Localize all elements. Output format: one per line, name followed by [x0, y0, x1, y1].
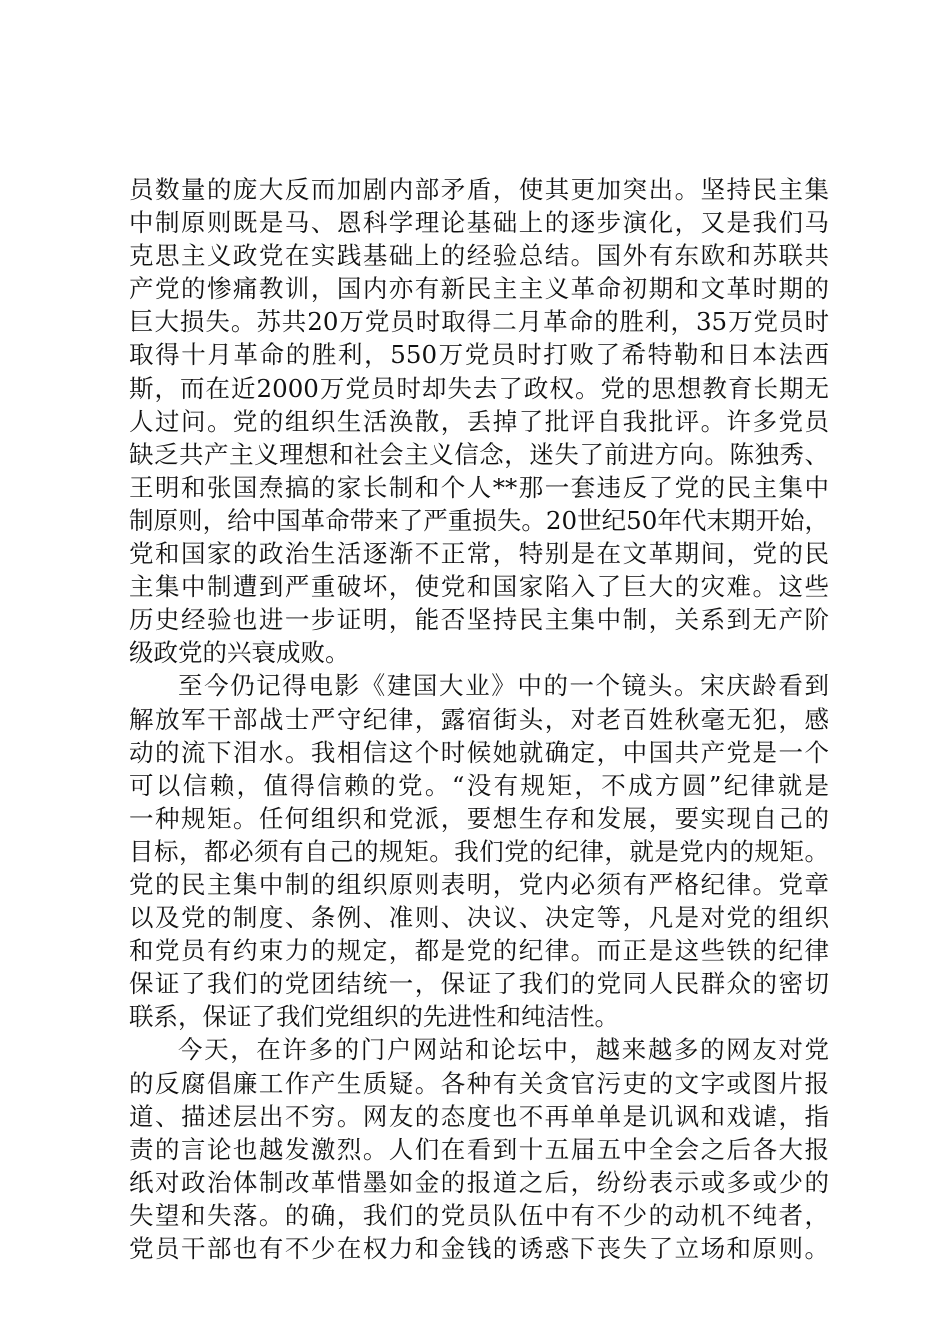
text-line: 和党员有约束力的规定，都是党的纪律。而正是这些铁的纪律: [129, 936, 829, 966]
text-line: 至今仍记得电影《建国大业》中的一个镜头。宋庆龄看到: [178, 671, 829, 701]
text-line: 的反腐倡廉工作产生质疑。各种有关贪官污吏的文字或图片报: [129, 1068, 829, 1098]
text-line: 制原则，给中国革命带来了严重损失。20世纪50年代末期开始，: [129, 505, 829, 535]
text-line: 主集中制遭到严重破坏，使党和国家陷入了巨大的灾难。这些: [129, 572, 829, 602]
text-line: 王明和张国焘搞的家长制和个人**那一套违反了党的民主集中: [129, 472, 829, 502]
text-line: 党和国家的政治生活逐渐不正常，特别是在文革期间，党的民: [129, 539, 829, 569]
text-line: 党的民主集中制的组织原则表明，党内必须有严格纪律。党章: [129, 869, 829, 899]
document-body: [129, 173, 829, 1265]
text-line: 缺乏共产主义理想和社会主义信念，迷失了前进方向。陈独秀、: [129, 439, 829, 469]
text-line: 人过问。党的组织生活涣散，丢掉了批评自我批评。许多党员: [129, 406, 829, 436]
paragraph-1: [129, 173, 829, 669]
text-line: 可以信赖，值得信赖的党。“没有规矩，不成方圆”纪律就是: [129, 770, 829, 800]
text-line: 员数量的庞大反而加剧内部矛盾，使其更加突出。坚持民主集: [129, 175, 829, 204]
text-line: 级政党的兴衰成败。: [129, 638, 350, 668]
text-line: 道、描述层出不穷。网友的态度也不再单单是讥讽和戏谑，指: [129, 1101, 829, 1131]
text-line: 巨大损失。苏共20万党员时取得二月革命的胜利，35万党员时: [129, 307, 829, 337]
text-line: 取得十月革命的胜利，550万党员时打败了希特勒和日本法西: [129, 340, 829, 370]
text-line: 克思主义政党在实践基础上的经验总结。国外有东欧和苏联共: [129, 241, 829, 271]
text-line: 以及党的制度、条例、准则、决议、决定等，凡是对党的组织: [129, 903, 829, 933]
text-line: 历史经验也进一步证明，能否坚持民主集中制，关系到无产阶: [129, 605, 829, 635]
paragraph-2: [129, 669, 829, 1033]
text-line: 动的流下泪水。我相信这个时候她就确定，中国共产党是一个: [129, 737, 829, 767]
text-line: 产党的惨痛教训，国内亦有新民主主义革命初期和文革时期的: [129, 274, 829, 304]
text-line: 今天，在许多的门户网站和论坛中，越来越多的网友对党: [178, 1035, 829, 1065]
text-line: 联系，保证了我们党组织的先进性和纯洁性。: [129, 1002, 619, 1032]
text-line: 中制原则既是马、恩科学理论基础上的逐步演化，又是我们马: [129, 208, 829, 238]
paragraph-3: [129, 1033, 829, 1265]
text-line: 失望和失落。的确，我们的党员队伍中有不少的动机不纯者，: [129, 1200, 829, 1230]
text-line: 斯，而在近2000万党员时却失去了政权。党的思想教育长期无: [129, 373, 829, 403]
text-line: 纸对政治体制改革惜墨如金的报道之后，纷纷表示或多或少的: [129, 1167, 829, 1197]
text-line: 保证了我们的党团结统一，保证了我们的党同人民群众的密切: [129, 969, 829, 999]
text-line: 一种规矩。任何组织和党派，要想生存和发展，要实现自己的: [129, 803, 829, 833]
text-line: 解放军干部战士严守纪律，露宿街头，对老百姓秋毫无犯，感: [129, 704, 829, 734]
text-line: 责的言论也越发激烈。人们在看到十五届五中全会之后各大报: [129, 1134, 829, 1164]
text-line: 目标，都必须有自己的规矩。我们党的纪律，就是党内的规矩。: [129, 836, 829, 866]
text-line: 党员干部也有不少在权力和金钱的诱惑下丧失了立场和原则。: [129, 1234, 829, 1263]
